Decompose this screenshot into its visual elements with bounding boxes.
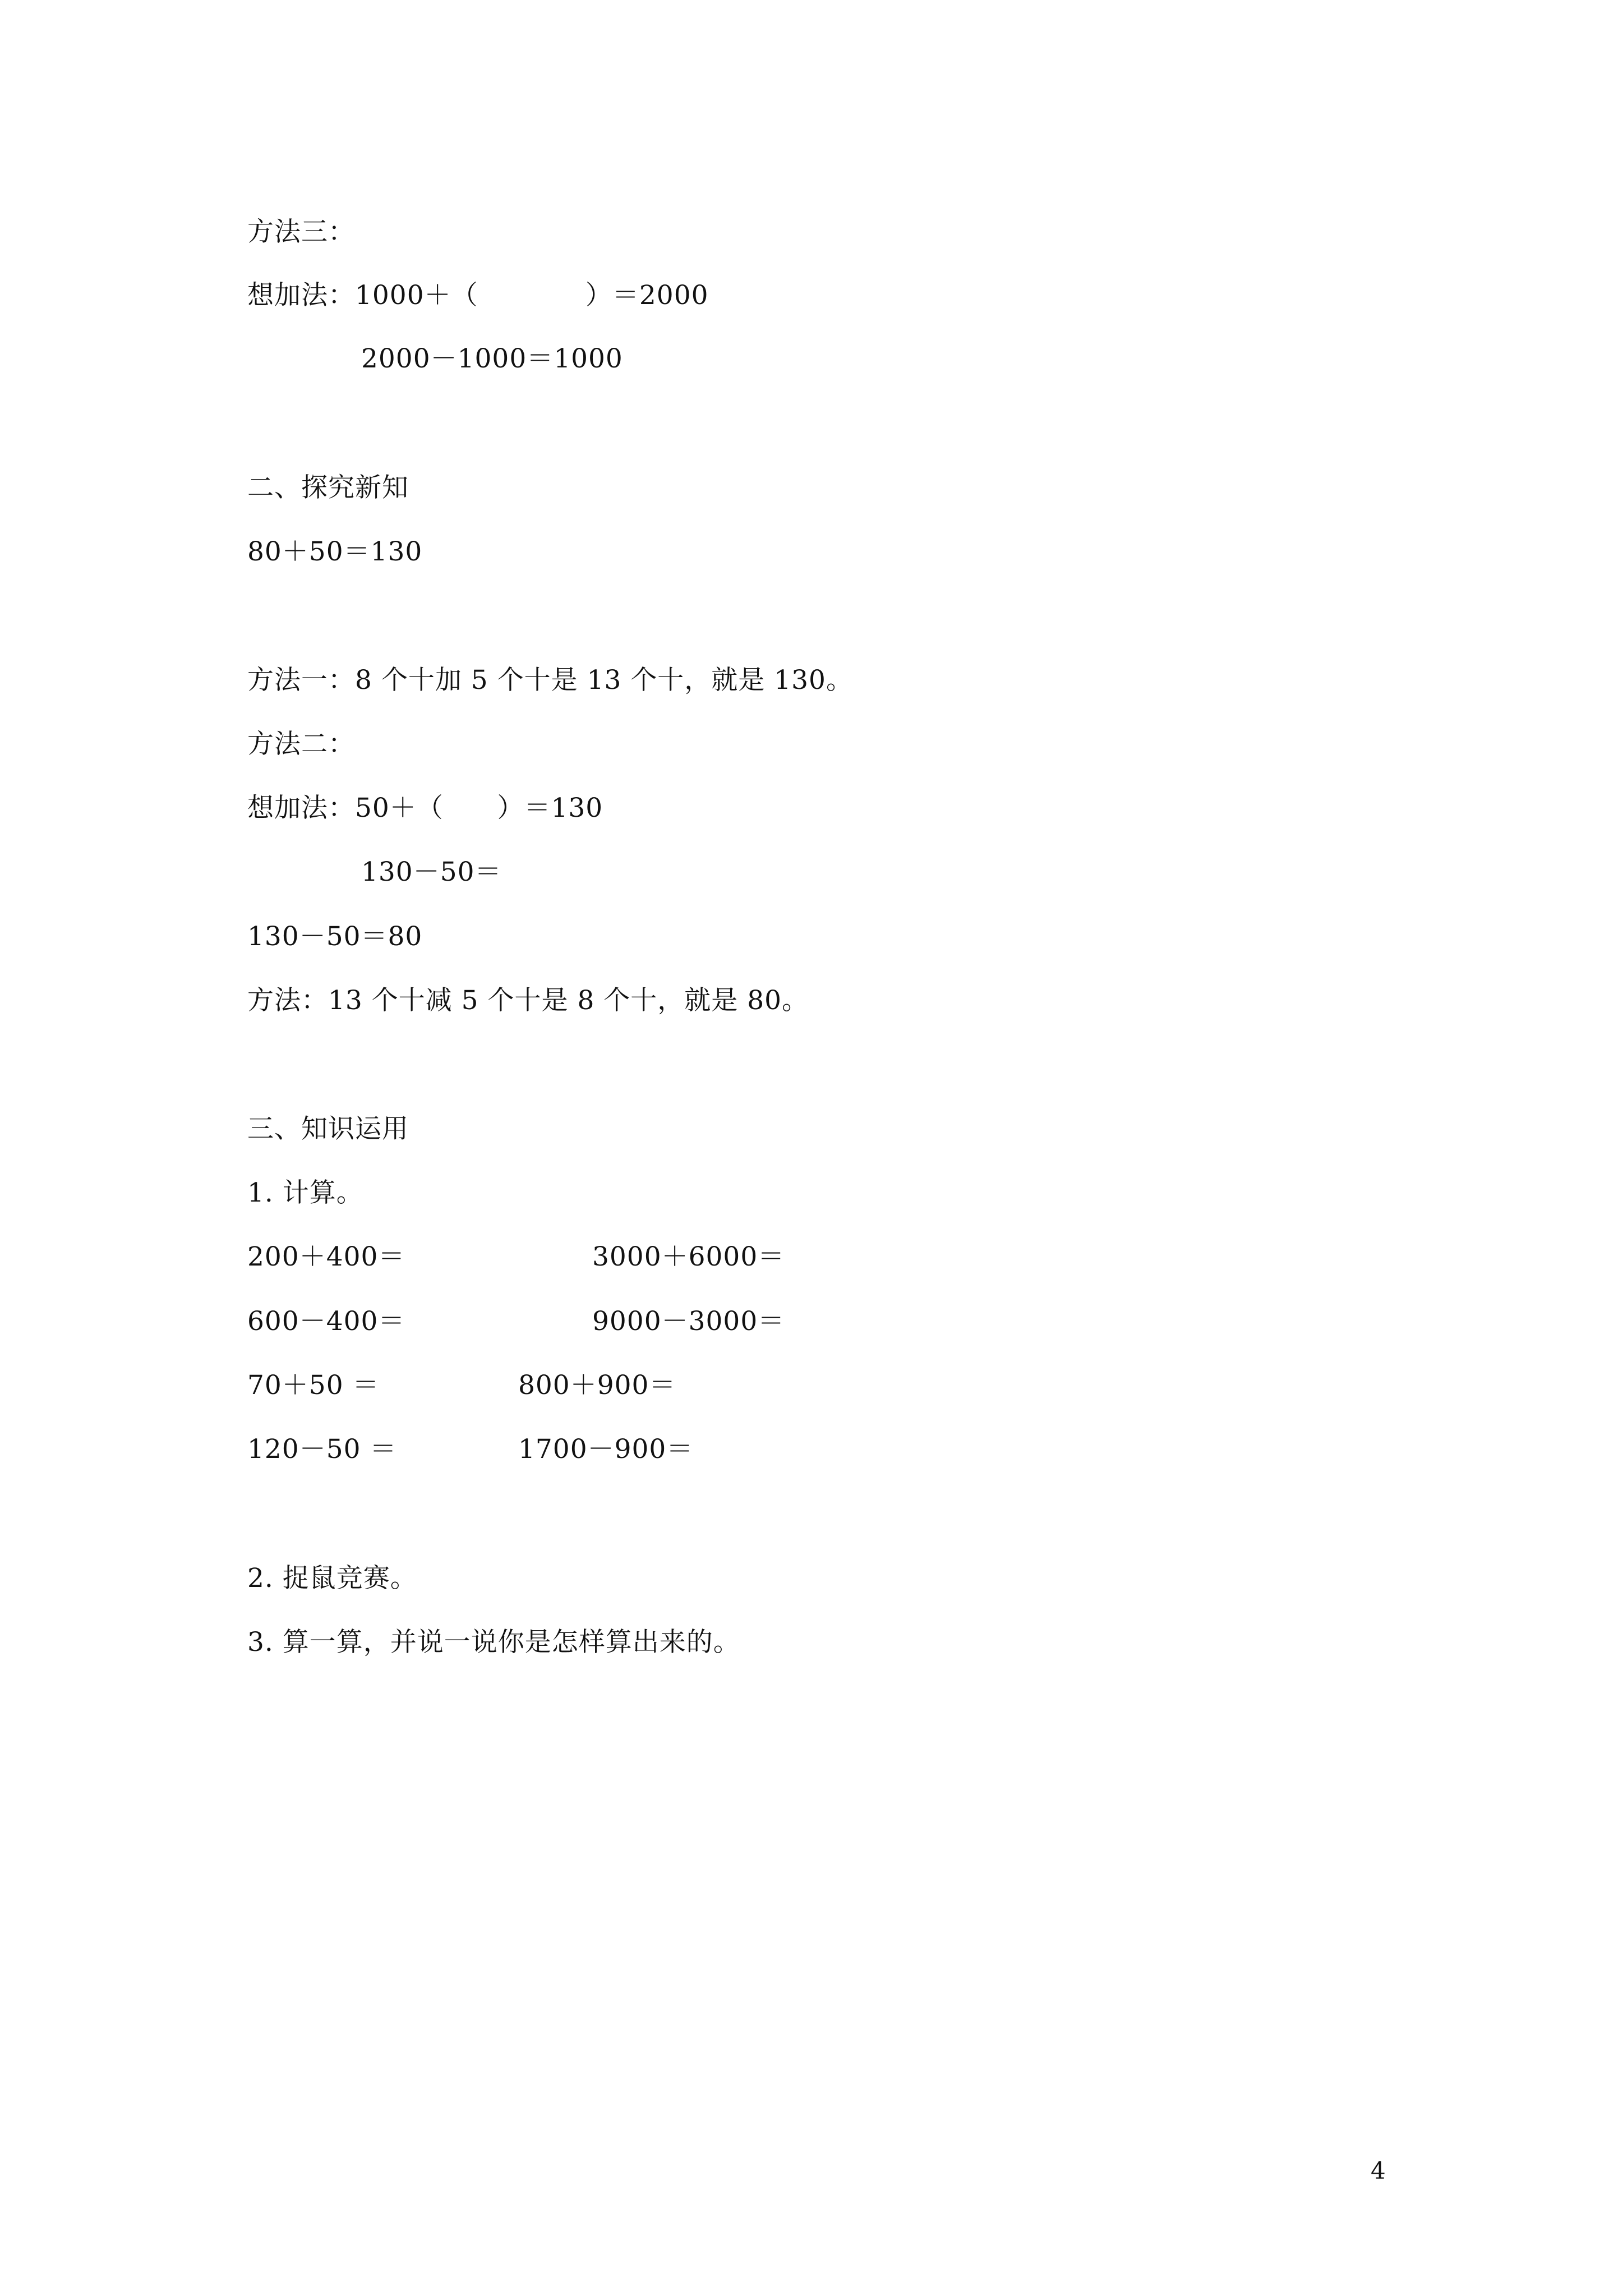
method3-think-add: 想加法：1000＋（ ）＝2000: [247, 280, 709, 311]
calc-row-2-right: 9000－3000＝: [592, 1306, 785, 1337]
section2-method2-heading: 方法二：: [247, 729, 355, 760]
section3-item2: 2. 捉鼠竞赛。: [247, 1563, 417, 1594]
section3-item1: 1. 计算。: [247, 1177, 363, 1208]
section2-equation: 80＋50＝130: [247, 536, 423, 567]
section2-sub-result: 130－50＝80: [247, 921, 423, 952]
section2-sub-prompt: 130－50＝: [361, 857, 502, 887]
section3-item3: 3. 算一算，并说一说你是怎样算出来的。: [247, 1627, 740, 1658]
page-number: 4: [1371, 2157, 1386, 2184]
method3-result: 2000－1000＝1000: [361, 343, 623, 374]
section2-think-add: 想加法：50＋（ ）＝130: [247, 793, 603, 823]
calc-row-4-left: 120－50 ＝: [247, 1434, 397, 1465]
calc-row-1-right: 3000＋6000＝: [592, 1241, 785, 1272]
calc-row-1-left: 200＋400＝: [247, 1241, 405, 1272]
section2-heading: 二、探究新知: [247, 472, 409, 503]
section2-method1: 方法一：8 个十加 5 个十是 13 个十，就是 130。: [247, 665, 853, 696]
section2-method: 方法：13 个十减 5 个十是 8 个十，就是 80。: [247, 985, 809, 1016]
calc-row-3-right: 800＋900＝: [518, 1370, 676, 1401]
calc-row-2-left: 600－400＝: [247, 1306, 405, 1337]
method3-heading: 方法三：: [247, 217, 355, 247]
calc-row-4-right: 1700－900＝: [518, 1434, 694, 1465]
section3-heading: 三、知识运用: [247, 1114, 409, 1144]
calc-row-3-left: 70＋50 ＝: [247, 1370, 380, 1401]
